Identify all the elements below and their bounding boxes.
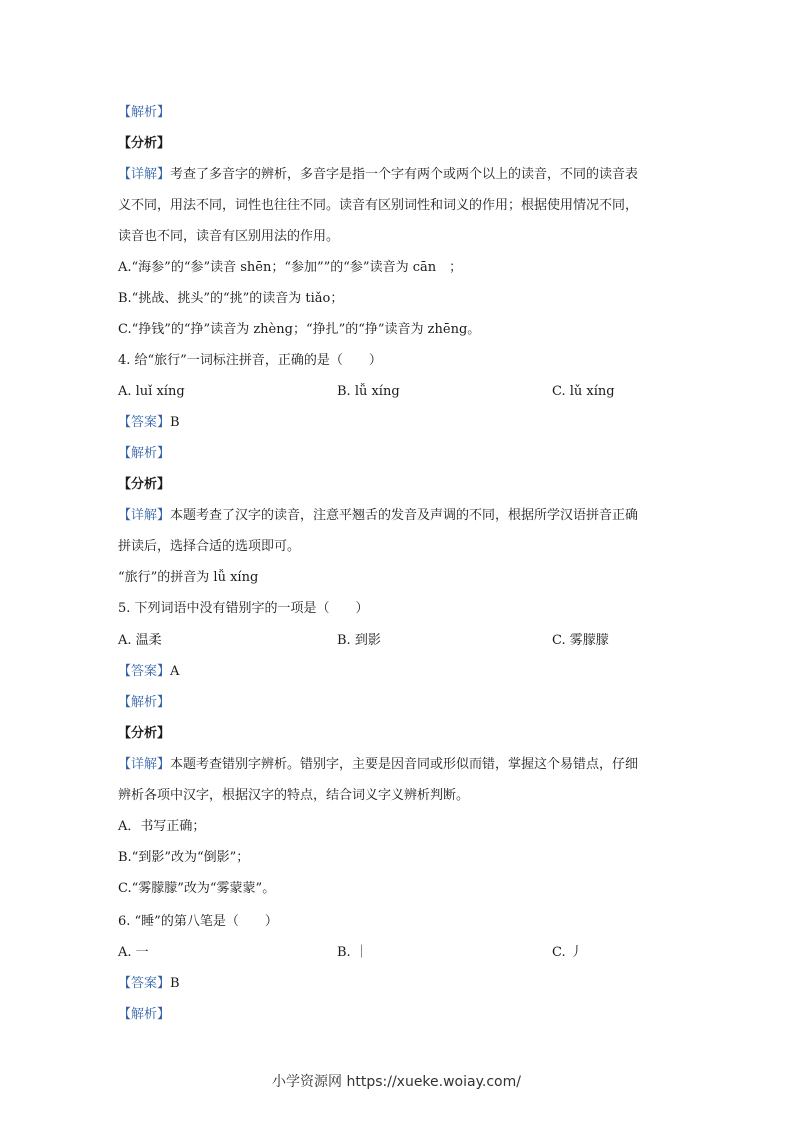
xiangjie-tag: 【详解】 <box>118 757 171 772</box>
explanation-line: “旅行”的拼音为 lǚ xíng <box>118 570 259 585</box>
explanation-text: 本题考查错别字辨析。错别字，主要是因音同或形似而错，掌握这个易错点，仔细 <box>170 757 639 772</box>
question-4: 4. 给“旅行”一词标注拼音，正确的是（ ） <box>118 353 382 368</box>
explanation-line: 拼读后，选择合适的选项即可。 <box>118 539 301 554</box>
explanation-item-a: A.“海参”的“参”读音 shēn；“参加””的“参”读音为 cān ； <box>118 260 463 275</box>
fenxi-heading: 【分析】 <box>118 477 171 492</box>
q4-option-a: A. luǐ xíng <box>118 384 185 399</box>
analysis-heading: 【解析】 <box>118 1007 171 1022</box>
explanation-item-c: C.“雾朦朦”改为“雾蒙蒙”。 <box>118 881 276 896</box>
answer-4 <box>118 414 180 432</box>
footer-watermark: 小学资源网 https://xueke.woiay.com/ <box>272 1074 521 1090</box>
explanation-item-c: C.“挣钱”的“挣”读音为 zhèng；“挣扎”的“挣”读音为 zhēng。 <box>118 322 481 337</box>
fenxi-heading: 【分析】 <box>118 136 171 151</box>
answer-value: B <box>170 976 180 991</box>
answer-value: A <box>170 664 180 679</box>
analysis-heading: 【解析】 <box>118 695 171 710</box>
answer-5 <box>118 663 179 681</box>
question-6: 6. “睡”的第八笔是（ ） <box>118 914 278 929</box>
explanation-item-b: B.“挑战、挑头”的“挑”的读音为 tiǎo； <box>118 291 344 306</box>
explanation-text: 本题考查了汉字的读音，注意平翘舌的发音及声调的不同，根据所学汉语拼音正确 <box>170 508 639 523</box>
fenxi-heading: 【分析】 <box>118 726 171 741</box>
answer-tag: 【答案】 <box>118 415 171 430</box>
q5-option-a: A. 温柔 <box>118 633 162 648</box>
xiangjie-tag: 【详解】 <box>118 167 171 182</box>
answer-tag: 【答案】 <box>118 976 171 991</box>
explanation-line <box>118 507 638 525</box>
explanation-line: 义不同，用法不同，词性也往往不同。读音有区别词性和词义的作用；根据使用情况不同， <box>118 198 639 213</box>
explanation-item-a: A．书写正确； <box>118 819 206 834</box>
analysis-heading: 【解析】 <box>118 105 171 120</box>
explanation-line <box>118 166 638 184</box>
q4-option-c: C. lǔ xíng <box>552 384 615 399</box>
answer-value: B <box>170 415 180 430</box>
q5-option-b: B. 到影 <box>337 633 381 648</box>
explanation-line: 辨析各项中汉字，根据汉字的特点，结合词义字义辨析判断。 <box>118 788 470 803</box>
question-5: 5. 下列词语中没有错别字的一项是（ ） <box>118 601 369 616</box>
answer-tag: 【答案】 <box>118 664 171 679</box>
explanation-text: 考查了多音字的辨析，多音字是指一个字有两个或两个以上的读音，不同的读音表 <box>170 167 639 182</box>
q6-option-c: C. 丿 <box>552 945 583 960</box>
q6-option-a: A. 一 <box>118 945 149 960</box>
answer-6 <box>118 975 180 993</box>
xiangjie-tag: 【详解】 <box>118 508 171 523</box>
q6-option-b: B. ｜ <box>337 945 368 960</box>
q4-option-b: B. lǚ xíng <box>337 384 400 399</box>
explanation-line: 读音也不同，读音有区别用法的作用。 <box>118 229 340 244</box>
explanation-line <box>118 756 638 774</box>
q5-option-c: C. 雾朦朦 <box>552 633 609 648</box>
explanation-item-b: B.“到影”改为“倒影”； <box>118 850 250 865</box>
analysis-heading: 【解析】 <box>118 446 171 461</box>
